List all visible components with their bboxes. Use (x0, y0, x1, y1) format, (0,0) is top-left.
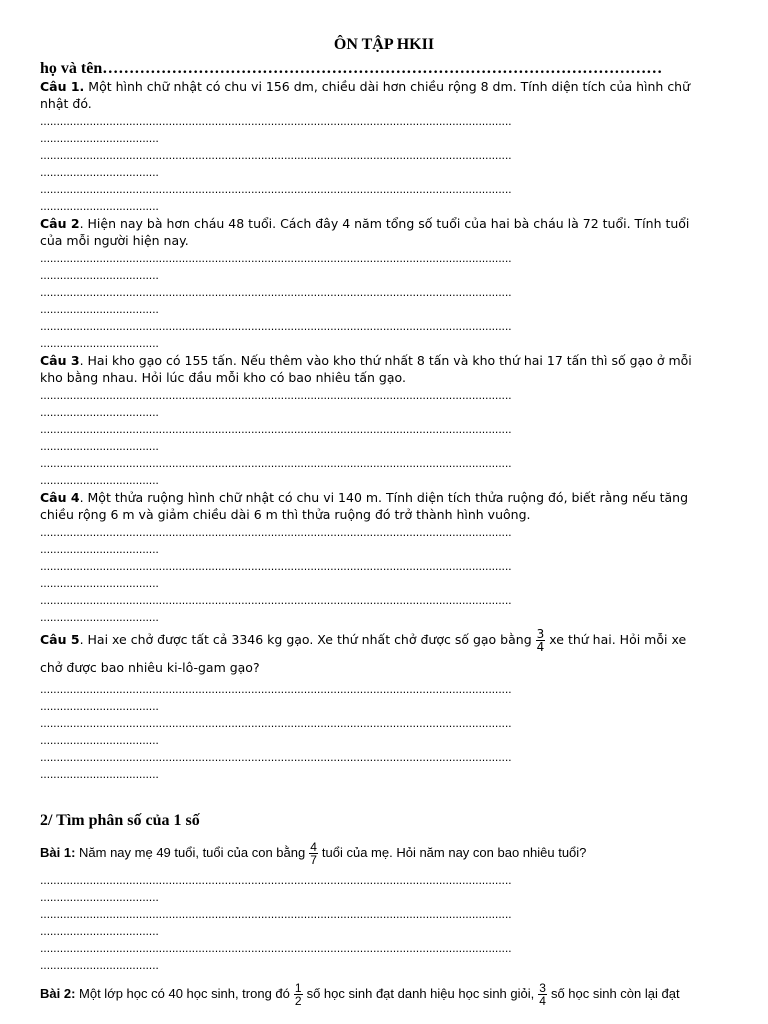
answer-lines-2 (40, 250, 712, 352)
answer-line-short: .................................... (40, 734, 159, 747)
answer-line-short: .................................... (40, 577, 159, 590)
exercise-1 (40, 836, 712, 870)
answer-line-short: .................................... (40, 132, 159, 145)
exercise-1-label: Bài 1: (40, 845, 76, 860)
answer-line-long: ............................................................................................................................................... (40, 594, 512, 607)
answer-line-long: ............................................................................................................................................... (40, 751, 512, 764)
question-1 (40, 78, 712, 112)
fraction-numerator: 4 (310, 840, 317, 855)
question-5-text-after: xe thứ hai. Hỏi mỗi xe chở được bao nhiêu ki-lô-gam gạo? (40, 632, 687, 675)
fraction-numerator: 3 (536, 627, 545, 641)
question-4-label: Câu 4 (40, 490, 80, 505)
question-5 (40, 626, 712, 682)
exercise-2-label: Bài 2: (40, 986, 76, 1001)
answer-line-long: ............................................................................................................................................... (40, 423, 512, 436)
name-line (40, 60, 720, 78)
answer-line-long: ............................................................................................................................................... (40, 252, 512, 265)
question-5-label: Câu 5 (40, 632, 80, 647)
question-3-label: Câu 3 (40, 353, 80, 368)
question-2-label: Câu 2 (40, 216, 80, 231)
answer-line-short: .................................... (40, 700, 159, 713)
answer-line-short: .................................... (40, 440, 159, 453)
answer-line-short: .................................... (40, 959, 159, 972)
answer-line-long: ............................................................................................................................................... (40, 560, 512, 573)
question-3 (40, 352, 712, 386)
answer-line-short: .................................... (40, 303, 159, 316)
section-heading: 2/ Tìm phân số của 1 số (40, 812, 200, 829)
answer-line-long: ............................................................................................................................................... (40, 183, 512, 196)
exercise-1-text-after: tuổi của mẹ. Hỏi năm nay con bao nhiêu tuổi? (321, 845, 587, 860)
answer-line-short: .................................... (40, 611, 159, 624)
answer-line-long: ............................................................................................................................................... (40, 908, 512, 921)
question-2-text: . Hiện nay bà hơn cháu 48 tuổi. Cách đây 4 năm tổng số tuổi của hai bà cháu là 72 tuổi. Tính tuổi của mỗi người hiện nay. (40, 216, 690, 248)
exercise-1-text-before: Năm nay mẹ 49 tuổi, tuổi của con bằng (75, 845, 306, 860)
fraction-numerator: 3 (539, 981, 546, 996)
fraction-four-sevenths (309, 841, 318, 866)
answer-line-long: ............................................................................................................................................... (40, 683, 512, 696)
answer-line-short: .................................... (40, 891, 159, 904)
answer-line-long: ............................................................................................................................................... (40, 115, 512, 128)
name-dots: …………………………………………………………………………………………… (102, 60, 663, 77)
answer-line-short: .................................... (40, 200, 159, 213)
question-4 (40, 489, 712, 523)
answer-lines-1 (40, 113, 712, 215)
answer-line-long: ............................................................................................................................................... (40, 320, 512, 333)
exercise-2-text-after: số học sinh còn lại đạt (550, 986, 680, 1001)
answer-line-long: ............................................................................................................................................... (40, 149, 512, 162)
answer-line-long: ............................................................................................................................................... (40, 286, 512, 299)
answer-line-long: ............................................................................................................................................... (40, 457, 512, 470)
page-title: ÔN TẬP HKII (333, 36, 435, 53)
answer-line-short: .................................... (40, 337, 159, 350)
answer-line-long: ............................................................................................................................................... (40, 389, 512, 402)
answer-line-long: ............................................................................................................................................... (40, 717, 512, 730)
exercise-2-text-before: Một lớp học có 40 học sinh, trong đó (75, 986, 290, 1001)
fraction-denominator: 4 (539, 994, 546, 1009)
answer-line-long: ............................................................................................................................................... (40, 874, 512, 887)
fraction-one-half (294, 982, 303, 1007)
exercise-2 (40, 974, 712, 1014)
question-5-text-before: . Hai xe chở được tất cả 3346 kg gạo. Xe thứ nhất chở được số gạo bằng (79, 632, 532, 647)
answer-line-short: .................................... (40, 925, 159, 938)
question-3-text: . Hai kho gạo có 155 tấn. Nếu thêm vào kho thứ nhất 8 tấn và kho thứ hai 17 tấn thì số gạo ở mỗi kho bằng nhau. Hỏi lúc đầu mỗi kho có bao nhiêu tấn gạo. (40, 353, 692, 385)
fraction-three-quarters (536, 628, 546, 653)
answer-line-short: .................................... (40, 543, 159, 556)
answer-lines-b1 (40, 872, 712, 974)
question-2 (40, 215, 712, 249)
answer-line-long: ............................................................................................................................................... (40, 942, 512, 955)
fraction-numerator: 1 (294, 981, 302, 996)
answer-lines-5 (40, 681, 712, 783)
answer-line-short: .................................... (40, 474, 159, 487)
fraction-denominator: 4 (536, 640, 545, 654)
question-1-label: Câu 1. (40, 79, 85, 94)
fraction-three-quarters (538, 982, 547, 1007)
answer-line-long: ............................................................................................................................................... (40, 526, 512, 539)
answer-line-short: .................................... (40, 269, 159, 282)
answer-lines-4 (40, 524, 712, 626)
fraction-denominator: 2 (294, 994, 302, 1009)
answer-line-short: .................................... (40, 166, 159, 179)
name-label: họ và tên (40, 60, 103, 77)
question-1-text: Một hình chữ nhật có chu vi 156 dm, chiều dài hơn chiều rộng 8 dm. Tính diện tích của hình chữ nhật đó. (40, 79, 691, 111)
answer-line-short: .................................... (40, 768, 159, 781)
fraction-denominator: 7 (310, 853, 317, 868)
question-4-text: . Một thửa ruộng hình chữ nhật có chu vi 140 m. Tính diện tích thửa ruộng đó, biết rằng nếu tăng chiều rộng 6 m và giảm chiều dài 6 m thì thửa ruộng đó trở thành hình vuông. (40, 490, 689, 522)
answer-line-short: .................................... (40, 406, 159, 419)
exercise-2-text-mid: số học sinh đạt danh hiệu học sinh giỏi, (306, 986, 535, 1001)
answer-lines-3 (40, 387, 712, 489)
